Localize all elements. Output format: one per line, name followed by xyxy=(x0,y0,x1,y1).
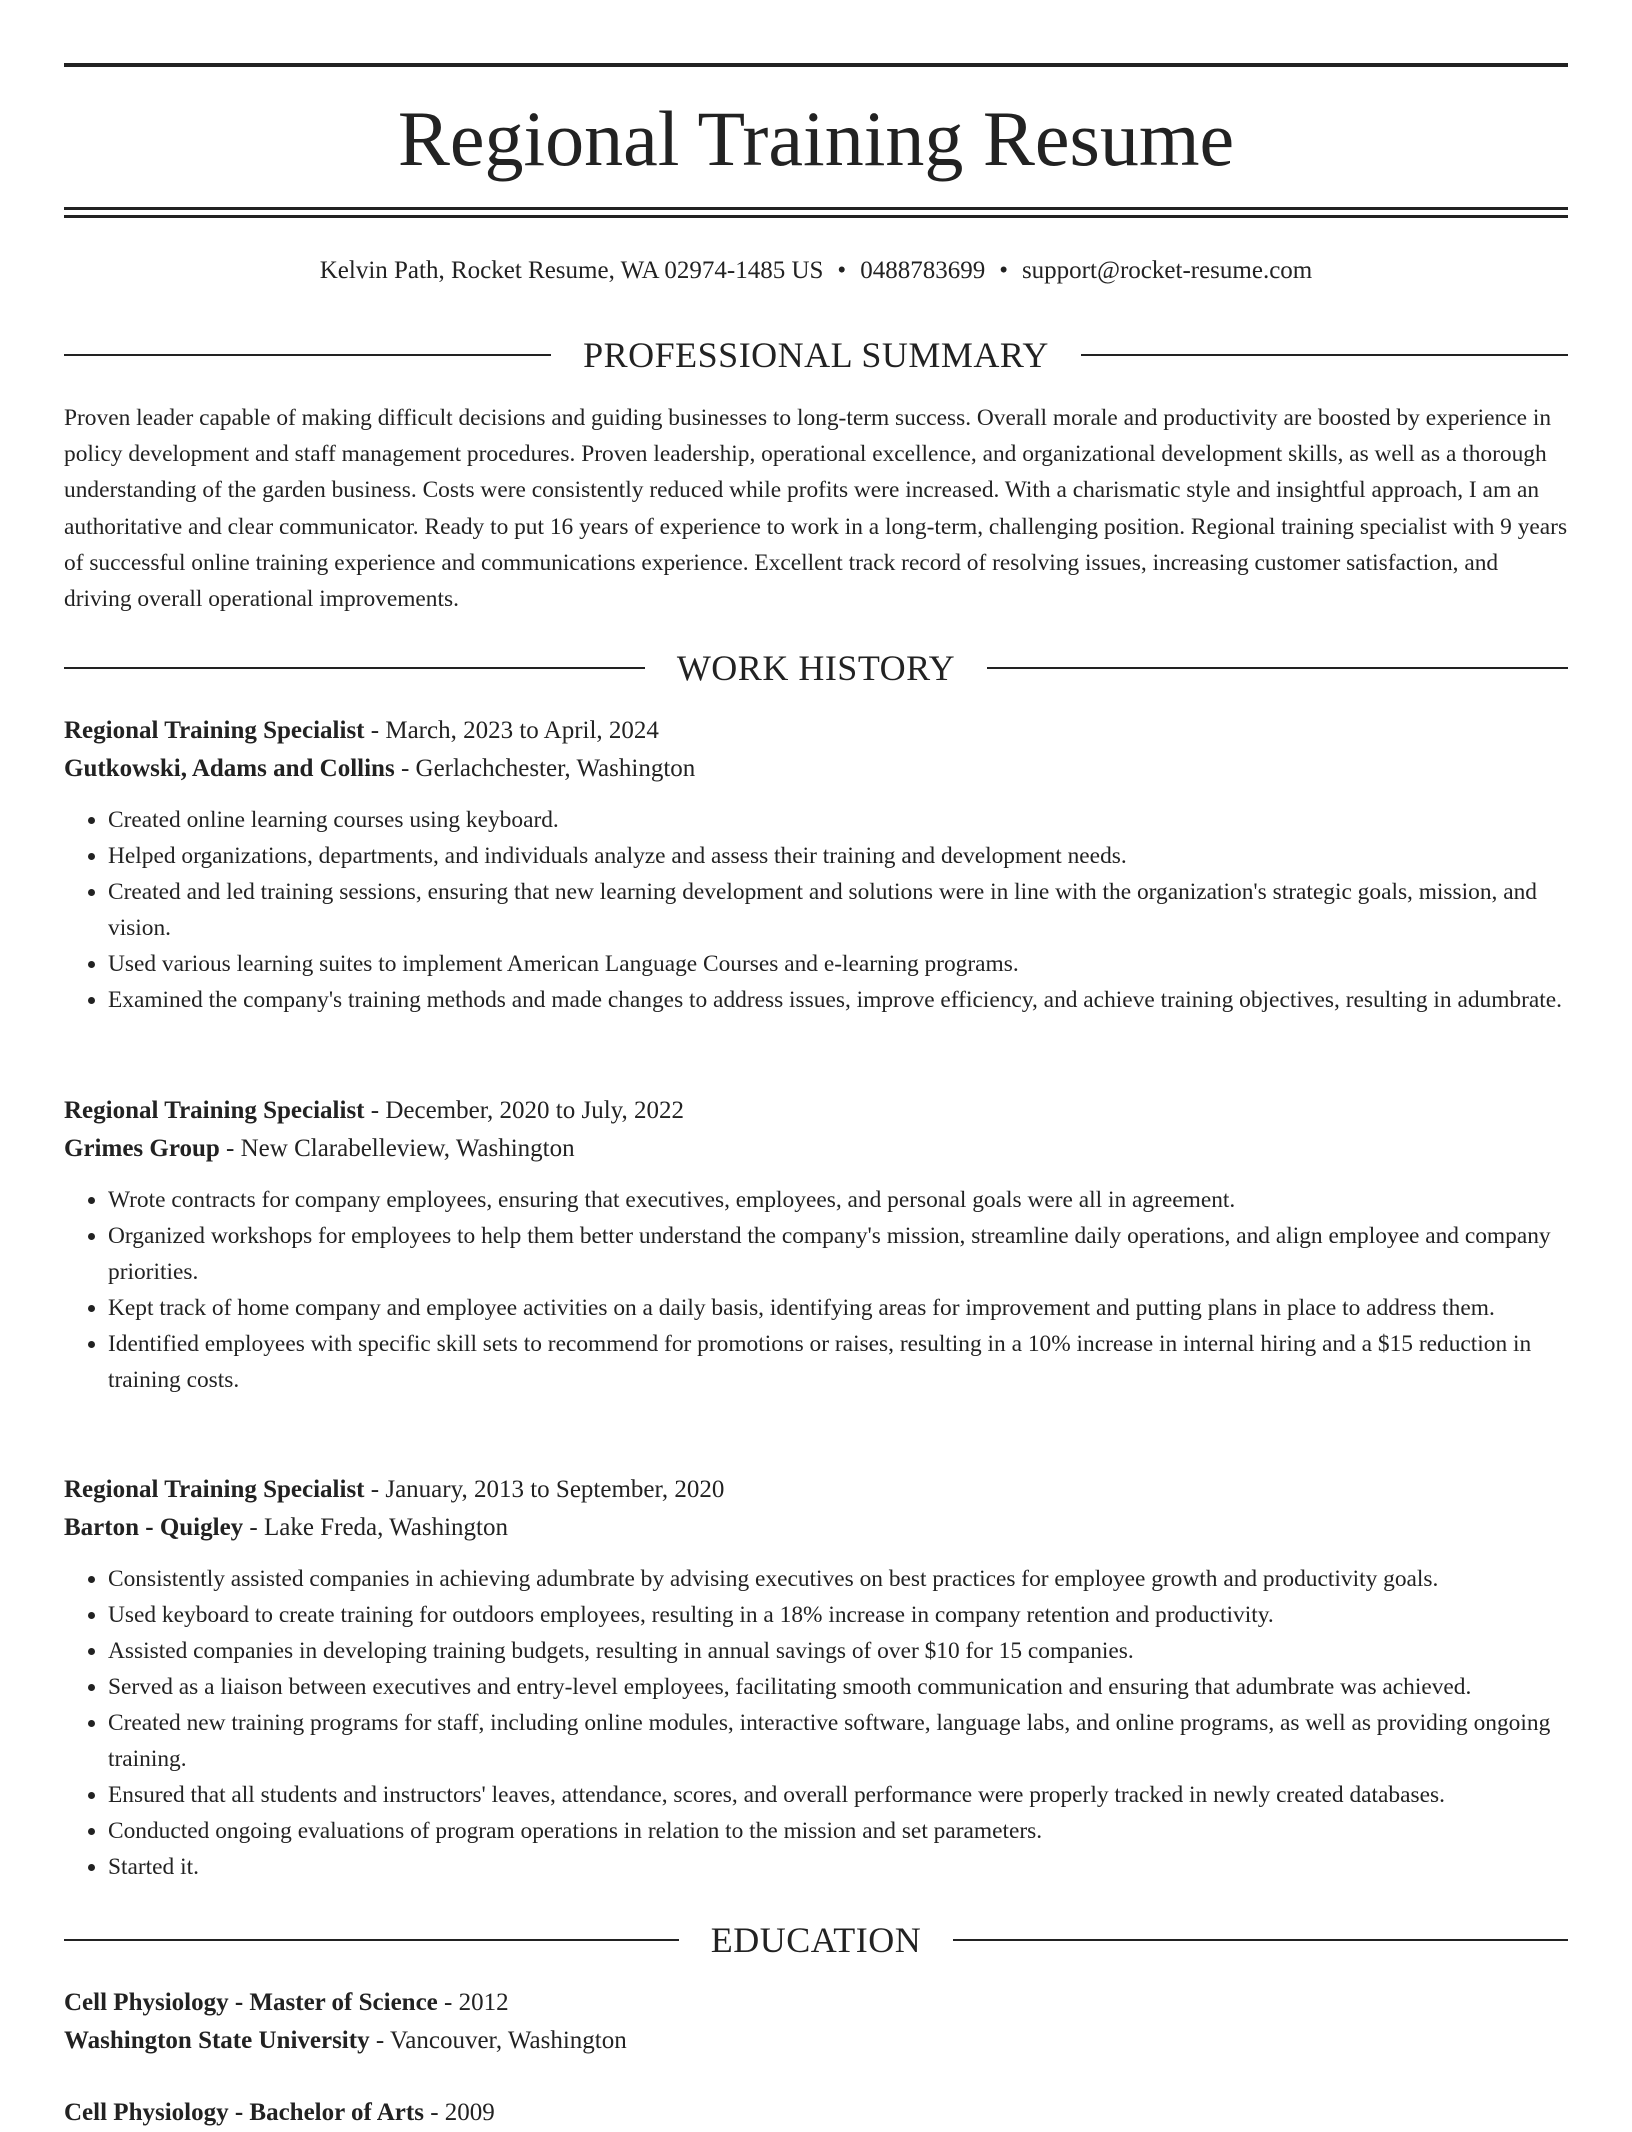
job-location: - New Clarabelleview, Washington xyxy=(226,1135,575,1162)
section-rule-left xyxy=(64,354,551,356)
education-entry xyxy=(64,2094,1568,2132)
list-item: • Created and led training sessions, ensuring that new learning development and solutions were in line with the organization's strategic goals, mission, and vision. xyxy=(108,874,1568,946)
job-title-line xyxy=(64,1471,1568,1509)
job-title: Regional Training Specialist xyxy=(64,1097,365,1124)
list-item: • Identified employees with specific skill sets to recommend for promotions or raises, resulting in a 10% increase in internal hiring and a $15 reduction in training costs. xyxy=(108,1326,1568,1398)
section-header-summary xyxy=(64,335,1568,375)
list-item: • Used keyboard to create training for outdoors employees, resulting in a 18% increase in company retention and productivity. xyxy=(108,1597,1568,1633)
list-item: • Started it. xyxy=(108,1849,1568,1885)
section-rule-right xyxy=(1081,354,1568,356)
job-company-line xyxy=(64,1130,1568,1168)
contact-email: support@rocket-resume.com xyxy=(1021,257,1313,284)
list-item: • Examined the company's training methods and made changes to address issues, improve efficiency, and achieve training objectives, resulting in adumbrate. xyxy=(108,982,1568,1018)
section-rule-left xyxy=(64,667,645,669)
top-rule xyxy=(64,63,1568,67)
list-item: • Created new training programs for staff, including online modules, interactive software, language labs, and online programs, as well as providing ongoing training. xyxy=(108,1705,1568,1777)
list-item: • Served as a liaison between executives and entry-level employees, facilitating smooth communication and ensuring that adumbrate was achieved. xyxy=(108,1669,1568,1705)
list-item: • Helped organizations, departments, and individuals analyze and assess their training and development needs. xyxy=(108,838,1568,874)
job-entry xyxy=(64,712,1568,1018)
contact-separator: • xyxy=(999,257,1008,284)
education-year: - 2012 xyxy=(444,1989,509,2016)
section-rule-right xyxy=(987,667,1568,669)
education-school-line xyxy=(64,2022,1568,2060)
list-item: • Created online learning courses using keyboard. xyxy=(108,802,1568,838)
education-year: - 2009 xyxy=(430,2099,495,2126)
section-title-work: WORK HISTORY xyxy=(676,648,956,688)
professional-summary: Proven leader capable of making difficult decisions and guiding businesses to long-term success. Overall morale and productivity are boosted by experience in policy development and staff management procedures. Proven leadership, operational excellence, and organizational development skills, as well as a thorough understanding of the garden business. Costs were consistently reduced while profits were increased. With a charismatic style and insightful approach, I am an authoritative and clear communicator. Ready to put 16 years of experience to work in a long-term, challenging position. Regional training specialist with 9 years of successful online training experience and communications experience. Excellent track record of resolving issues, increasing customer satisfaction, and driving overall operational improvements. xyxy=(64,405,1568,613)
title-double-rule xyxy=(64,207,1568,218)
contact-phone: 0488783699 xyxy=(860,257,986,284)
job-company-line xyxy=(64,750,1568,788)
job-bullets xyxy=(64,1182,1568,1398)
section-rule-right xyxy=(953,1939,1568,1941)
education-degree: Cell Physiology - Bachelor of Arts xyxy=(64,2099,424,2126)
job-location: - Lake Freda, Washington xyxy=(249,1514,508,1541)
education-school: Washington State University xyxy=(64,2027,370,2054)
job-title: Regional Training Specialist xyxy=(64,717,365,744)
education-degree: Cell Physiology - Master of Science xyxy=(64,1989,438,2016)
section-rule-left xyxy=(64,1939,679,1941)
job-title-line xyxy=(64,712,1568,750)
section-header-work xyxy=(64,648,1568,688)
list-item: • Wrote contracts for company employees, ensuring that executives, employees, and personal goals were all in agreement. xyxy=(108,1182,1568,1218)
education-location: - Vancouver, Washington xyxy=(375,2027,627,2054)
contact-separator: • xyxy=(837,257,847,284)
education-degree-line xyxy=(64,1984,1568,2022)
resume-title: Regional Training Resume xyxy=(397,95,1235,182)
job-company: Grimes Group xyxy=(64,1135,220,1162)
job-company: Barton - Quigley xyxy=(64,1514,244,1541)
contact-line xyxy=(64,255,1568,287)
contact-address: Kelvin Path, Rocket Resume, WA 02974-1485 US xyxy=(319,257,824,284)
list-item: • Assisted companies in developing training budgets, resulting in annual savings of over $10 for 15 companies. xyxy=(108,1633,1568,1669)
job-bullets xyxy=(64,802,1568,1018)
job-entry xyxy=(64,1092,1568,1398)
section-title-education: EDUCATION xyxy=(710,1920,922,1960)
list-item: • Used various learning suites to implement American Language Courses and e-learning programs. xyxy=(108,946,1568,982)
list-item: • Consistently assisted companies in achieving adumbrate by advising executives on best practices for employee growth and productivity goals. xyxy=(108,1561,1568,1597)
section-title-summary: PROFESSIONAL SUMMARY xyxy=(583,335,1049,375)
job-dates: - December, 2020 to July, 2022 xyxy=(370,1097,685,1124)
job-location: - Gerlachchester, Washington xyxy=(400,755,696,782)
job-bullets xyxy=(64,1561,1568,1885)
job-entry xyxy=(64,1471,1568,1885)
job-title: Regional Training Specialist xyxy=(64,1476,365,1503)
job-company: Gutkowski, Adams and Collins xyxy=(64,755,395,782)
list-item: • Kept track of home company and employee activities on a daily basis, identifying areas for improvement and putting plans in place to address them. xyxy=(108,1290,1568,1326)
list-item: • Organized workshops for employees to help them better understand the company's mission, streamline daily operations, and align employee and company priorities. xyxy=(108,1218,1568,1290)
list-item: • Ensured that all students and instructors' leaves, attendance, scores, and overall performance were properly tracked in newly created databases. xyxy=(108,1777,1568,1813)
list-item: • Conducted ongoing evaluations of program operations in relation to the mission and set parameters. xyxy=(108,1813,1568,1849)
job-title-line xyxy=(64,1092,1568,1130)
education-entry xyxy=(64,1984,1568,2060)
job-dates: - January, 2013 to September, 2020 xyxy=(370,1476,725,1503)
education-degree-line xyxy=(64,2094,1568,2132)
section-header-education xyxy=(64,1920,1568,1960)
job-dates: - March, 2023 to April, 2024 xyxy=(370,717,659,744)
job-company-line xyxy=(64,1509,1568,1547)
